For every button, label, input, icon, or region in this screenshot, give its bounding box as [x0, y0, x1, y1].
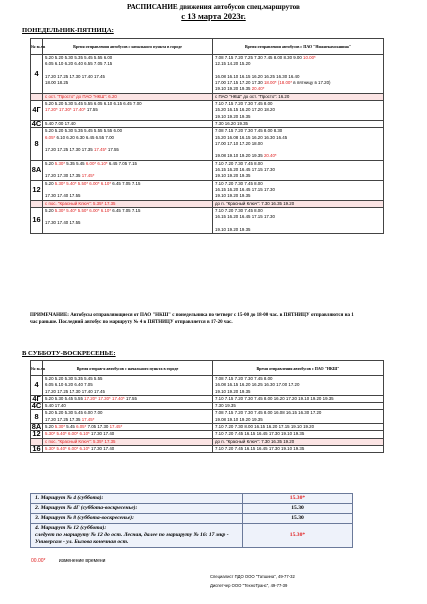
departures-city [43, 403, 213, 410]
schedule-date: с 13 марта 2023г. [181, 11, 246, 21]
departures-city [43, 200, 213, 207]
departure-times-line: 18.00 18.25 [45, 80, 69, 86]
route-row [31, 160, 384, 180]
departures-plant [213, 180, 384, 200]
departure-times-line: с пос. "Красный Ключ": 5.35* 17.35 [45, 438, 116, 444]
departures-city [43, 445, 213, 452]
saturday-route-row [31, 524, 353, 548]
weekend-schedule-table [30, 360, 384, 453]
weekend-section-title: В СУББОТУ-ВОСКРЕСЕНЬЕ: [22, 350, 116, 357]
saturday-route-label: 3. Маршрут № 8 (суббота-воскресенье): [31, 514, 243, 524]
departures-plant [213, 403, 384, 410]
departure-times-line: 17.20 17.30 17.35 17.45* [45, 173, 95, 179]
departures-plant [213, 93, 384, 100]
departure-times-line: 7.08 7.15 7.20 7.30 7.45 8.00 16.08 16.15 16.30 17.20 [215, 410, 322, 416]
departure-times-line: с ПАО "НКШ" до ост. "Просто": 16.20 [215, 93, 290, 99]
departures-city [43, 431, 213, 438]
departure-times-line: 5.30* 5.40* 6.00* 6.10* 17.30 17.40 [45, 431, 115, 437]
route-row [31, 431, 384, 438]
departure-times-line: с пос. "Красный Ключ": 5.35* 17.35 [45, 200, 116, 206]
route-row [31, 403, 384, 410]
route-number: 8 [31, 128, 43, 160]
departure-times-line: 5.40 17.40 [45, 403, 66, 409]
route-number: 16 [32, 443, 41, 453]
departure-times-line: 17.30 17.40 17.55 [45, 193, 81, 199]
departure-times-line: до п. "Красный Ключ": 7.30 16.35 19.20 [215, 200, 295, 206]
route-number: 4С [31, 401, 42, 411]
departure-times-line: 7.10 7.15 7.20 7.30 7.45 8.00 [215, 101, 273, 107]
saturday-route-label: 2. Маршрут № 4Г (суббота-воскресенье): [31, 504, 243, 514]
departure-times-line: 5.20 5.30* 5.45 6.05* 7.05 17.30 17.45* [45, 424, 123, 430]
departure-times-line: 5.20 5.20 5.30 5.45 5.55 6.05 6.10 6.15 6.45 7.00 [45, 101, 142, 107]
column-header-departure-plant: Время отправления автобусов с ПАО "Нижнекамскшина" [213, 39, 384, 55]
departure-times-line: 17.20 17.25 17.30 17.40 17.45 [45, 73, 105, 79]
route-row [31, 424, 384, 431]
departures-plant [213, 431, 384, 438]
saturday-route-row [31, 504, 353, 514]
column-header-departure-city: Время отправления автобусов с начального пункта в городе [43, 39, 213, 55]
route-row [31, 445, 384, 452]
departure-times-line: 19.08 19.10 19.20 19.35 [215, 416, 263, 422]
departure-times-line: с ост. "Просто" до ПАО "НКШ": 6.20 [45, 93, 117, 99]
route-number: 8А [31, 422, 42, 432]
departure-times-line: 16.08 16.10 16.15 16.20 16.25 16.30 16.40 [215, 73, 300, 79]
departure-times-line: 16.08 16.15 16.20 16.25 16.30 17.00 17.20 [215, 382, 300, 388]
departures-city [43, 93, 213, 100]
saturday-route-time: 15.30 [243, 514, 353, 524]
departure-times-line: 15.20 16.08 16.15 16.20 16.30 16.45 [215, 134, 288, 140]
departure-times-line: 16.15 16.20 16.45 17.15 17.30 [215, 167, 275, 173]
departures-city [43, 207, 213, 233]
route-number: 8А [31, 160, 43, 180]
departure-times-line: 5.20 5.30* 5.40* 5.50* 6.00* 6.10* 6.45 7.05 7.15 [45, 207, 141, 213]
departure-times-line: 5.20 5.20 5.30 5.35 5.45 5.55 [45, 376, 103, 381]
departures-plant [213, 120, 384, 127]
legend-text: изменение времени [58, 558, 106, 564]
route-number [31, 93, 43, 100]
departure-times-line: 7.10 7.20 7.30 7.45 8.00 [215, 207, 263, 213]
departure-times-line: 19.08 19.10 19.20 19.35 20.40* [215, 153, 277, 159]
departure-times-line: 7.30 19.35 [215, 403, 236, 409]
departures-city [43, 438, 213, 445]
departures-plant [213, 424, 384, 431]
departures-plant [213, 445, 384, 452]
departure-times-line: 5.20 5.30* 5.35 5.45 6.00* 6.10* 6.45 7.05 7.15 [45, 160, 137, 166]
schedule-title: РАСПИСАНИЕ движения автобусов спец.маршрутов [127, 3, 300, 11]
weekday-schedule-table [30, 38, 384, 234]
route-row [31, 128, 384, 160]
saturday-route-label: 4. Маршрут № 12 (суббота): следует по маршруту № 12 до ост. Лесная, далее по маршруту № 16: 17 мкр - Универсам - ул. Бызова конечная ост. [31, 524, 243, 548]
departure-times-line: 17.20 17.25 17.30 17.40 17.45 [45, 388, 105, 394]
departures-plant [213, 410, 384, 424]
departures-plant [213, 200, 384, 207]
route-number: 12 [32, 429, 41, 439]
departure-times-line: 19.10 19.20 19.35 [215, 173, 251, 179]
departure-times-line: 6.05 6.10 6.20 6.40 6.55 7.05 7.15 [45, 61, 113, 67]
note-row [31, 438, 384, 445]
route-number [31, 200, 43, 207]
note-row [31, 93, 384, 100]
route-number: 4 [31, 376, 43, 396]
departure-times-line: 7.30 16.20 19.35 [215, 120, 249, 126]
departures-plant [213, 101, 384, 121]
route-row [31, 376, 384, 396]
saturday-route-row [31, 514, 353, 524]
departure-times-line: 19.10 19.20 19.35 20.40* [215, 86, 265, 92]
departures-city [43, 128, 213, 160]
departures-plant [213, 438, 384, 445]
departure-times-line: 17.20* 17.30* 17.40* 17.55 [45, 107, 98, 113]
schedule-note: ПРИМЕЧАНИЕ: Автобусы отправляющиеся от ПАО "НКШ" с понедельника по четверг с 15-00 до 18-00 час. в ПЯТНИЦУ отправляются на 1 час раньше. Последний автобус по маршруту № 4 в ПЯТНИЦУ отправляется в 17-20 час. [30, 313, 354, 325]
departure-times-line: 5.20 5.30 5.45 5.55 17.20* 17.30* 17.40* 17.55 [45, 395, 137, 401]
departure-times-line: 7.08 7.15 7.20 7.30 7.45 8.00 8.30 [215, 128, 283, 134]
departure-times-line: 5.20 5.20 5.30 5.45 6.00 7.00 [45, 410, 103, 416]
footer-dispatcher: Диспетчер ООО "ТехноТранс", 49-77-39 [210, 583, 288, 588]
route-row [31, 120, 384, 127]
departure-times-line: 6.05* 6.10 6.20 6.30 6.45 6.55 7.00 [45, 134, 114, 140]
route-row [31, 207, 384, 233]
departure-times-line: 7.08 7.15 7.20 7.25 7.30 7.45 8.00 8.30 9.00 10.00* [215, 55, 316, 60]
departure-times-line: 17.00 17.15 17.20 17.30 18.00* (18.00* в пятницу в 17.20) [215, 80, 331, 86]
departure-times-line: 19.10 19.20 19.35 [215, 388, 251, 394]
saturday-route-label: 1. Маршрут № 4 (суббота): [31, 494, 243, 504]
column-header-route-number: № м-та [31, 361, 43, 376]
route-number: 16 [31, 207, 43, 233]
departure-times-line: 5.20 5.20 5.30 5.35 5.45 5.55 6.00 [45, 55, 113, 60]
departure-times-line: 5.40 7.00 17.40 [45, 120, 76, 126]
saturday-route-time: 15.30 [243, 504, 353, 514]
departure-times-line: 6.05 6.10 6.20 6.40 7.05 [45, 382, 93, 388]
route-row [31, 55, 384, 94]
saturday-route-row [31, 494, 353, 504]
route-number: 4Г [32, 393, 41, 403]
note-row [31, 200, 384, 207]
departures-city [43, 410, 213, 424]
departures-plant [213, 376, 384, 396]
departures-city [43, 180, 213, 200]
departures-city [43, 424, 213, 431]
departures-plant [213, 395, 384, 402]
departure-times-line: 16.15 16.20 16.45 17.15 17.30 [215, 214, 275, 220]
departure-times-line: 5.20 5.30* 5.40* 5.50* 6.00* 6.10* 6.45 7.05 7.15 [45, 180, 141, 186]
departure-times-line: 17.30 17.40 17.55 [45, 220, 81, 226]
saturday-route-time: 15.30* [243, 494, 353, 504]
departure-times-line: 7.08 7.15 7.20 7.30 7.45 8.00 [215, 376, 273, 381]
departures-plant [213, 160, 384, 180]
departure-times-line: 7.10 7.15 7.20 7.30 7.45 8.00 16.20 17.20 19.10 19.20 19.35 [215, 395, 334, 401]
departure-times-line: 5.20 5.20 5.30 5.35 5.45 5.55 5.55 6.00 [45, 128, 123, 134]
departure-times-line: 7.10 7.20 7.30 7.45 8.00 [215, 180, 263, 186]
departure-times-line: 19.10 19.20 19.35 [215, 226, 251, 232]
departures-city [43, 55, 213, 94]
saturday-extra-departures-table [30, 493, 353, 548]
route-number: 4 [31, 55, 43, 94]
departure-times-line: 15.20 16.15 16.20 17.20 18.20 [215, 107, 275, 113]
column-header-departure-city: Время отправ-я автобусов с начального пункта в городе [43, 361, 213, 376]
departures-city [43, 101, 213, 121]
column-header-route-number: № м-та [31, 39, 43, 55]
departure-times-line: 7.10 7.20 7.30 8.00 16.15 16.20 17.15 19.10 19.20 [215, 424, 315, 430]
departure-times-line: 19.10 19.20 19.35 [215, 193, 251, 199]
saturday-route-time: 15.30* [243, 524, 353, 548]
departures-city [43, 376, 213, 396]
route-number: 4С [31, 118, 42, 128]
departure-times-line: 7.10 7.20 7.45 16.15 16.45 17.30 19.10 19.35 [215, 445, 305, 451]
departure-times-line: 17.20 17.25 17.35 17.45* [45, 416, 95, 422]
departures-plant [213, 55, 384, 94]
departure-times-line: 7.10 7.20 7.30 7.45 8.00 [215, 160, 263, 166]
route-row [31, 180, 384, 200]
departure-times-line: 12.15 14.20 15.20 [215, 61, 251, 67]
departure-times-line: 16.15 16.20 16.45 17.15 17.30 [215, 186, 275, 192]
legend [31, 558, 105, 564]
weekday-section-title: ПОНЕДЕЛЬНИК-ПЯТНИЦА: [22, 27, 114, 34]
route-number: 4Г [31, 101, 43, 121]
route-row [31, 395, 384, 402]
departure-times-line: 5.30* 5.40* 6.00* 6.10* 17.30 17.40 [45, 445, 115, 451]
route-row [31, 410, 384, 424]
departure-times-line: 7.10 7.20 7.45 16.15 16.45 17.30 19.10 19.35 [215, 431, 305, 437]
departure-times-line: 17.00 17.10 17.20 18.00 [215, 140, 263, 146]
route-number: 12 [31, 180, 43, 200]
departure-times-line: 17.20 17.25 17.30 17.35 17.45* 17.55 [45, 147, 119, 153]
departure-times-line: 19.10 19.20 19.35 [215, 113, 251, 119]
departure-times-line: до п. "Красный Ключ": 7.30 16.35 19.20 [215, 438, 295, 444]
route-number: 8 [31, 410, 43, 424]
departures-city [43, 395, 213, 402]
column-header-departure-plant: Время отправления автобусов с ПАО "НКШ" [213, 361, 384, 376]
footer-specialist: Специалист ПДО ООО "Татшина", 49-77-32 [210, 574, 295, 579]
departures-plant [213, 207, 384, 233]
departures-city [43, 120, 213, 127]
legend-mark: 00.00* [31, 558, 46, 564]
departures-plant [213, 128, 384, 160]
departures-city [43, 160, 213, 180]
route-row [31, 101, 384, 121]
